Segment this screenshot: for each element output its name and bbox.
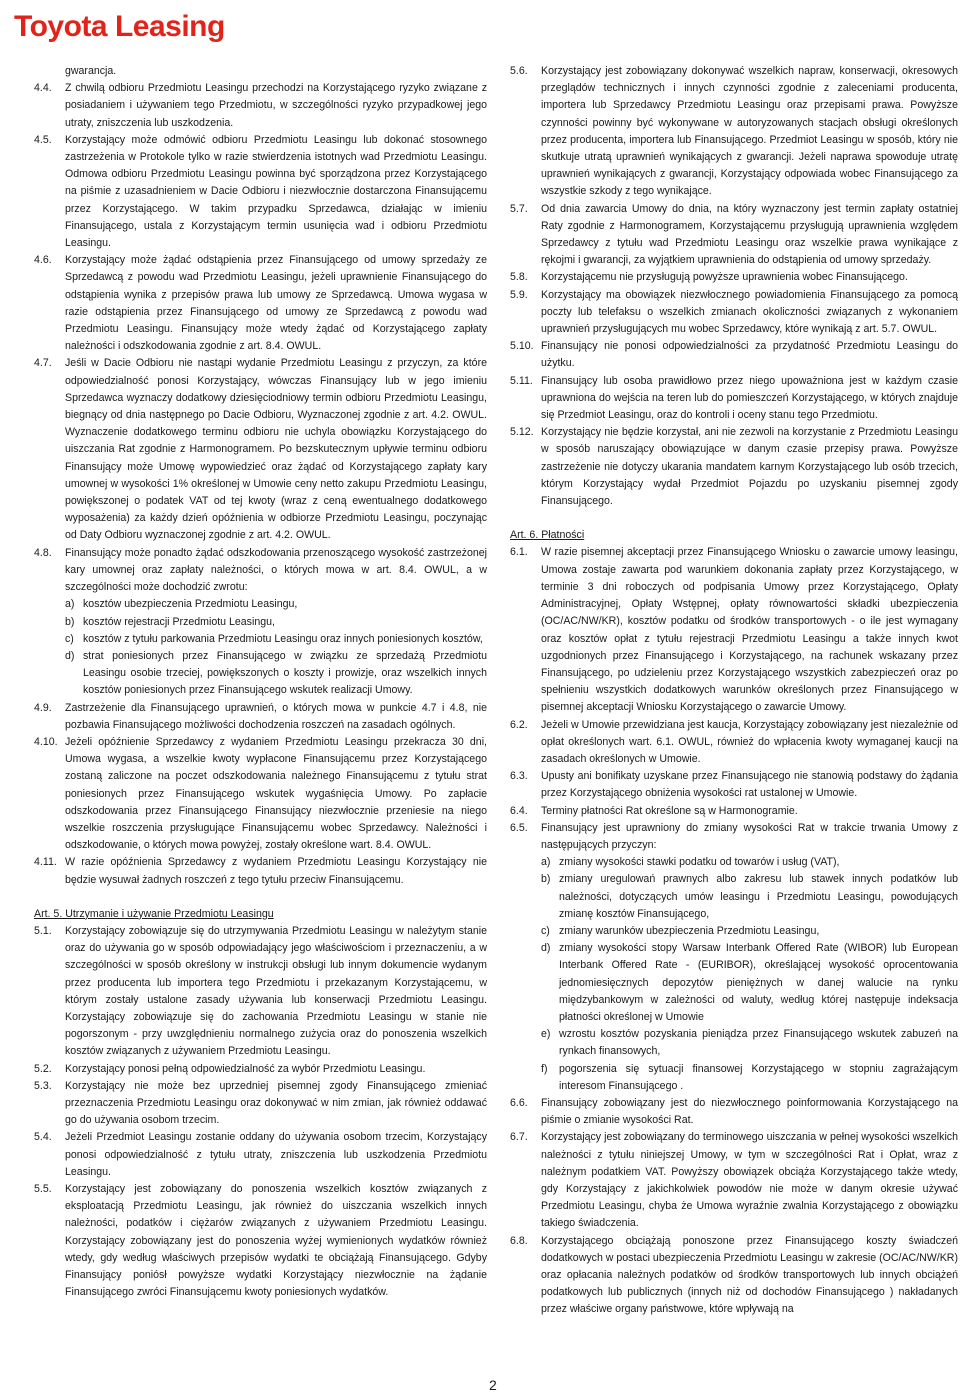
clause-text: Zastrzeżenie dla Finansującego uprawnień, o których mowa w punkcie 4.7 i 4.8, nie pozbawia Finansującego możliwości dochodzenia roszczeń na zasadach ogólnych. [65,701,487,731]
clause-number: 6.1. [510,546,528,559]
clause-number: 6.2. [510,718,528,731]
sub-item-text: kosztów ubezpieczenia Przedmiotu Leasingu, [83,598,298,611]
clause-number: 4.6. [34,254,52,267]
clause-number: 5.1. [34,924,52,937]
clause-item [34,923,487,1061]
left-column [34,63,487,1301]
sub-item-label: b) [541,873,551,886]
clause-text: Korzystający może żądać odstąpienia przez Finansującego od umowy sprzedaży ze Sprzedawcą z powodu wad Przedmiotu Leasingu, jeżeli uprawnienie Finansującego do odstąpienia wynika z przepisów prawa lub umowy ze Sprzedawcą. Umowa wygasa w razie odstąpienia przez Finansującego od umowy ze Sprzedawcą z powodu wad Przedmiotu Leasingu. Finansujący może wtedy żądać od Korzystającego zapłaty należności i odszkodowania zgodnie z art. 8.4. OWUL. [65,254,487,353]
clause-item [510,269,958,286]
sub-item [510,1061,958,1095]
page-number: 2 [489,1377,497,1393]
sub-item-label: a) [65,598,75,611]
clause-text: Korzystający jest zobowiązany dokonywać wszelkich napraw, konserwacji, okresowych przeglądów technicznych i innych czynności zgodnie z zaleceniami producenta, importera lub Sprzedawcy Przedmiotu Leasingu oraz przepisami prawa. Powyższe czynności powinny być wykonywane w autoryzowanych stacjach obsługi określonych przez producenta, importera lub Finansującego. Przedmiot Leasingu w sposób, który nie skutkuje utratą uprawnień wynikających z gwarancji. Jeżeli naprawa spowoduje utratę uprawnień wynikających z gwarancji, Korzystający odpowiada wobec Finansującego za wszystkie szkody z tego wynikające. [541,65,958,198]
clause-number: 5.2. [34,1062,52,1075]
clause-text: Korzystający jest zobowiązany do ponoszenia wszelkich kosztów związanych z eksploatacją Przedmiotu Leasingu, jak również do uiszczania wszelkich innych należności, podatków i ciężarów związanych z używaniem Przedmiotu Leasingu. Korzystający zobowiązany jest do ponoszenia wyżej wymienionych wydatków również wtedy, gdy według właściwych przepisów wydatki te obciążają Finansującego. Gdyby Finansujący poniósł powyższe wydatki Korzystający niezwłocznie na żądanie Finansującego zwróci Finansującemu kwoty poniesionych wydatków. [65,1183,487,1299]
clause-text: Korzystający ponosi pełną odpowiedzialność za wybór Przedmiotu Leasingu. [65,1062,426,1075]
sub-item-label: f) [541,1062,548,1075]
sub-item [34,648,487,700]
clause-item [34,854,487,888]
sub-item [510,1026,958,1060]
section-4-items-a [34,80,487,596]
section-6-items-b [510,1095,958,1319]
clause-item [510,338,958,372]
section-6-items-a [510,544,958,854]
sub-item-text: kosztów rejestracji Przedmiotu Leasingu, [83,615,275,628]
clause-text: Korzystający ma obowiązek niezwłocznego powiadomienia Finansującego za pomocą poczty lub telefaksu o wszelkich zmianach okoliczności związanych z wykonaniem uprawnień przysługujących mu wobec Sprzedawcy, które wynikają z art. 5.7. OWUL. [541,288,958,336]
clause-text: Terminy płatności Rat określone są w Harmonogramie. [541,804,798,817]
clause-number: 4.11. [34,856,57,869]
clause-text: Jeżeli Przedmiot Leasingu zostanie oddany do używania osobom trzecim, Korzystający ponosi odpowiedzialność z tytułu utraty, zniszczenia lub uszkodzenia Przedmiotu Leasingu. [65,1131,487,1178]
clause-item [34,80,487,132]
clause-item [510,803,958,820]
clause-item [34,355,487,544]
clause-text: W razie pisemnej akceptacji przez Finansującego Wniosku o zawarcie umowy leasingu, Umowa zostaje zawarta pod warunkiem dokonania zapłaty przez Korzystającego, w terminie 3 dni roboczych od podpisania Umowy przez Korzystającego, Opłaty Administracyjnej, Opłaty Wstępnej, opłaty równowartości składki ubezpieczenia (OC/AC/NW/KR), kosztów podatku od środków transportowych - o ile jest wymagany oraz kosztów opłat z tytułu rejestracji Przedmiotu Leasingu a także innych kwot uzgodnionych przez Finansującego i Korzystającego, na rachunek wskazany przez Finansującego, po udzieleniu przez Korzystającego wszystkich zabezpieczeń oraz po spełnieniu wszystkich dodatkowych warunków określonych przez Finansującego w pisemnej akceptacji Wniosku Korzystającego o zawarcie Umowy. [541,546,958,714]
clause-number: 5.9. [510,288,528,301]
clause-text: Korzystający może odmówić odbioru Przedmiotu Leasingu lub dokonać stosownego zastrzeżenia w Protokole tylko w razie stwierdzenia istotnych wad Przedmiotu Leasingu. Odmowa odbioru Przedmiotu Leasingu powinna być sporządzona przez Korzystającego na piśmie z uzasadnieniem w Dacie Odbioru i niezwłocznie dostarczona Finansującemu przez Korzystającego. W takim przypadku Sprzedawca, działając w imieniu Finansującego, ustala z Korzystającym termin usunięcia wad i odbioru Przedmiotu Leasingu. [65,133,487,250]
clause-text: Jeżeli opóźnienie Sprzedawcy z wydaniem Przedmiotu Leasingu przekracza 30 dni, Umowa wygasa, a wszelkie kwoty wypłacone Finansującemu przez Korzystającego zostaną zaliczone na poczet odszkodowania należnego Finansującemu z tytułu strat poniesionych przez Finansującego wskutek wygaśnięcia Umowy. Po zapłacie odszkodowania przez Finansującego Finansujący niezwłocznie przeniesie na niego wszelkie roszczenia przysługujące Finansującemu wobec Sprzedawcy. Należności i odszkodowanie, o których mowa powyżej, zostały określone wart. 8.4. OWUL. [65,735,487,852]
section-4-items-b [34,700,487,889]
clause-text: Finansujący jest uprawniony do zmiany wysokości Rat w trakcie trwania Umowy z następujących przyczyn: [541,821,958,851]
clause-number: 5.6. [510,65,528,77]
clause-number: 5.7. [510,202,528,215]
clause-item [34,132,487,252]
clause-number: 5.4. [34,1131,52,1144]
clause-item [34,1129,487,1181]
clause-number: 6.3. [510,770,528,783]
clause-number: 6.8. [510,1234,528,1247]
clause-item [34,1078,487,1130]
clause-number: 4.10. [34,735,58,748]
section-5-items-continued [510,63,958,510]
clause-text: Korzystającego obciążają ponoszone przez Finansującego koszty świadczeń dodatkowych w postaci ubezpieczenia Przedmiotu Leasingu w zakresie (OC/AC/NW/KR) oraz opłacania należnych podatków od środków transportowych lub innych obciążeń podatkowych lub publicznych (innych niż od dochodów Finansującego ) nakładanych przez właściwe organy państwowe, które wpływają na [541,1234,958,1316]
clause-number: 6.7. [510,1131,528,1144]
sub-item-text: zmiany wysokości stawki podatku od towarów i usług (VAT), [559,856,840,869]
clause-text: Finansujący zobowiązany jest do niezwłocznego poinformowania Korzystającego na piśmie o zmianie wysokości Rat. [541,1096,958,1127]
sub-item-label: a) [541,856,551,869]
clause-item [510,287,958,339]
right-column [510,63,958,1319]
sub-item [510,871,958,923]
clause-number: 5.10. [510,340,534,353]
clause-number: 6.4. [510,804,528,817]
sub-item-text: strat poniesionych przez Finansującego w związku ze sprzedażą Przedmiotu Leasingu osobie trzeciej, powiększonych o koszty i prowizje, oraz wszelkich innych kosztów poniesionych przez Finansującego wskutek realizacji Umowy. [83,649,487,697]
continuation-text: gwarancja. [65,65,117,77]
sub-item-text: wzrostu kosztów pozyskania pieniądza przez Finansującego wskutek zabuzeń na rynkach finansowych, [559,1028,958,1058]
clause-item [510,544,958,716]
sub-item [510,940,958,1026]
clause-text: W razie opóźnienia Sprzedawcy z wydaniem Przedmiotu Leasingu Korzystający nie będzie wysuwał żadnych roszczeń z tego tytułu przeciw Finansującemu. [65,856,487,886]
clause-number: 6.6. [510,1096,528,1109]
sub-item [510,854,958,871]
clause-item [510,768,958,802]
sub-item-label: d) [541,942,551,955]
clause-number: 4.7. [34,357,52,370]
sub-item-text: zmiany warunków ubezpieczenia Przedmiotu Leasingu, [559,924,820,937]
section-6-5-subitems [510,854,958,1095]
clause-text: Korzystający jest zobowiązany do terminowego uiszczania w pełnej wysokości wszelkich należności z tytułu niniejszej Umowy, w tym w szczególności Rat i Opłat, wraz z należnym podatkiem VAT. Powyższy obowiązek obciąża Korzystającego także wtedy, gdy Korzystający z jakichkolwiek powodów nie może w danym okresie używać Przedmiotu Leasingu, chyba że Umowa wyraźnie zwalnia Korzystającego z obowiązku takiego świadczenia. [541,1131,958,1230]
sub-item [510,923,958,940]
sub-item-label: d) [65,649,75,662]
clause-item [510,820,958,854]
clause-item [510,1233,958,1319]
clause-item [34,734,487,854]
clause-item [34,545,487,597]
clause-number: 5.5. [34,1183,52,1195]
clause-number: 6.5. [510,821,528,834]
clause-item [510,424,958,510]
clause-item [510,1095,958,1129]
sub-item-label: b) [65,615,75,628]
clause-number: 4.9. [34,701,52,714]
sub-item-text: zmiany wysokości stopy Warsaw Interbank Offered Rate (WIBOR) lub European Interbank Offered Rate - (EURIBOR), określającej wysokość oprocentowania jednomiesięcznych depozytów pieniężnych w danej walucie na rynku międzybankowym w zależności od waluty, według której następuje indeksacja płatności określonej w Umowie [559,942,958,1023]
clause-text: Korzystającemu nie przysługują powyższe uprawnienia wobec Finansującego. [541,271,908,284]
section-5-title: Art. 5. Utrzymanie i używanie Przedmiotu Leasingu [34,907,274,920]
clause-text: Finansujący może ponadto żądać odszkodowania przenoszącego wysokość zastrzeżonej kary umownej oraz zapłaty należności, o których mowa w art. 8.4. OWUL, a w szczególności może dochodzić zwrotu: [65,546,487,594]
clause-number: 5.11. [510,374,533,387]
clause-text: Jeśli w Dacie Odbioru nie nastąpi wydanie Przedmiotu Leasingu z przyczyn, za które odpowiedzialność ponosi Korzystający, wówczas Finansujący lub w jego imieniu Sprzedawca wyznaczy dodatkowy dziesięciodniowy termin odbioru Przedmiotu Leasingu, biegnący od dnia następnego po Dacie Odbioru, Wyznaczonej zgodnie z art. 4.2. OWUL. Wyznaczenie dodatkowego terminu odbioru nie uchyla obowiązku Korzystającego do uiszczania Rat zgodnie z Harmonogramem. Po bezskutecznym upływie terminu odbioru Finansujący może Umowę wypowiedzieć oraz żądać od Korzystającego zapłaty kary umownej w wysokości 1% określonej w Umowie ceny netto zakupu Przedmiotu Leasingu, powiększonej o podatek VAT od tej kwoty (wraz z ceną ewentualnego dodatkowego wyposażenia) za każdy dzień opóźnienia w odbiorze Przedmiotu Leasingu, poczynając od Daty Odbioru wyznaczonej zgodnie z art. 4.2. OWUL. [65,357,487,542]
clause-number: 5.12. [510,426,534,439]
clause-item [510,63,958,201]
clause-text: Z chwilą odbioru Przedmiotu Leasingu przechodzi na Korzystającego ryzyko związane z posiadaniem i używaniem tego Przedmiotu, w szczególności ryzyko przypadkowej jego utraty, zniszczenia lub uszkodzenia. [65,82,487,129]
clause-text: Jeżeli w Umowie przewidziana jest kaucja, Korzystający zobowiązany jest niezależnie od opłat określonych wart. 6.1. OWUL, również do wpłacenia kwoty wymaganej kaucji na zasadach określonych w Umowie. [541,718,958,765]
clause-text: Finansujący nie ponosi odpowiedzialności za przydatność Przedmiotu Leasingu do użytku. [541,340,958,370]
sub-item-label: c) [65,632,74,645]
sub-item-label: c) [541,924,550,937]
clause-number: 4.4. [34,82,52,95]
sub-item-label: e) [541,1028,551,1041]
clause-text: Korzystający nie będzie korzystał, ani nie zezwoli na korzystanie z Przedmiotu Leasingu w sposób naruszający obowiązujące w danym czasie przepisy prawa. Powyższe zastrzeżenie nie dotyczy ukarania mandatem karnym Korzystającego lub osób trzecich, którym Korzystający wydał Przedmiot Pojazdu po uzyskaniu pisemnej zgody Finansującego. [541,426,958,508]
sub-item [34,614,487,631]
clause-item [510,1129,958,1232]
sub-item [34,596,487,613]
clause-item [510,201,958,270]
clause-number: 4.8. [34,546,52,559]
section-4-8-subitems [34,596,487,699]
section-5-items [34,923,487,1301]
sub-item-text: zmiany uregulowań prawnych albo zakresu lub stawek innych podatków lub należności, dotyczących umów leasingu i Przedmiotu Leasingu, powodujących zmianę kosztów Finansującego, [559,873,958,920]
clause-text: Korzystający zobowiązuje się do utrzymywania Przedmiotu Leasingu w należytym stanie oraz do używania go w sposób odpowiadający jego właściwościom i przeznaczeniu, a w szczególności w sposób określony w instrukcji obsługi lub innym dokumencie wydanym przez producenta lub importera tego Przedmiotu i przekazanym Korzystającemu, w którym zostały ustalone zasady używania lub konserwacji Przedmiotu Leasingu. Korzystający zobowiązuje się do zachowania Przedmiotu Leasingu w stanie nie pogorszonym - przy uwzględnieniu normalnego zużycia oraz do ponoszenia wszelkich kosztów związanych z używaniem Przedmiotu Leasingu. [65,924,487,1058]
clause-item [34,1181,487,1301]
sub-item-text: pogorszenia się sytuacji finansowej Korzystającego w stopniu zagrażającym interesom Finansującego . [559,1062,958,1092]
clause-text: Od dnia zawarcia Umowy do dnia, na który wyznaczony jest termin zapłaty ostatniej Raty zgodnie z Harmonogramem, Korzystającemu przysługują uprawnienia względem Sprzedawcy z tytułu wad Przedmiotu Leasingu oraz wszelkie prawa wynikające z rękojmi i gwarancji, za wyjątkiem uprawnienia do odstąpienia od umowy sprzedaży. [541,202,958,267]
clause-number: 5.8. [510,271,528,284]
clause-text: Korzystający nie może bez uprzedniej pisemnej zgody Finansującego zmieniać przeznaczenia Przedmiotu Leasingu oraz dokonywać w nim zmian, jak również oddawać go do używania osobom trzecim. [65,1079,487,1127]
toyota-leasing-logo: Toyota Leasing [14,10,225,43]
clause-text: Finansujący lub osoba prawidłowo przez niego upoważniona jest w każdym czasie uprawniona do wejścia na teren lub do pomieszczeń Korzystającego, w których znajduje się Przedmiot Leasingu, oraz do kontroli i oceny stanu tego Przedmiotu. [541,374,958,422]
clause-text: Upusty ani bonifikaty uzyskane przez Finansującego nie stanowią podstawy do żądania przez Korzystającego obniżenia wysokości rat ustalonej w Umowie. [541,770,958,800]
clause-item [34,1061,487,1078]
clause-item [510,717,958,769]
section-6-title: Art. 6. Płatności [510,529,585,542]
clause-number: 5.3. [34,1079,52,1092]
sub-item-text: kosztów z tytułu parkowania Przedmiotu Leasingu oraz innych poniesionych kosztów, [83,632,483,645]
clause-number: 4.5. [34,133,52,146]
clause-item [510,373,958,425]
clause-item [34,700,487,734]
sub-item [34,631,487,648]
clause-item [34,252,487,355]
